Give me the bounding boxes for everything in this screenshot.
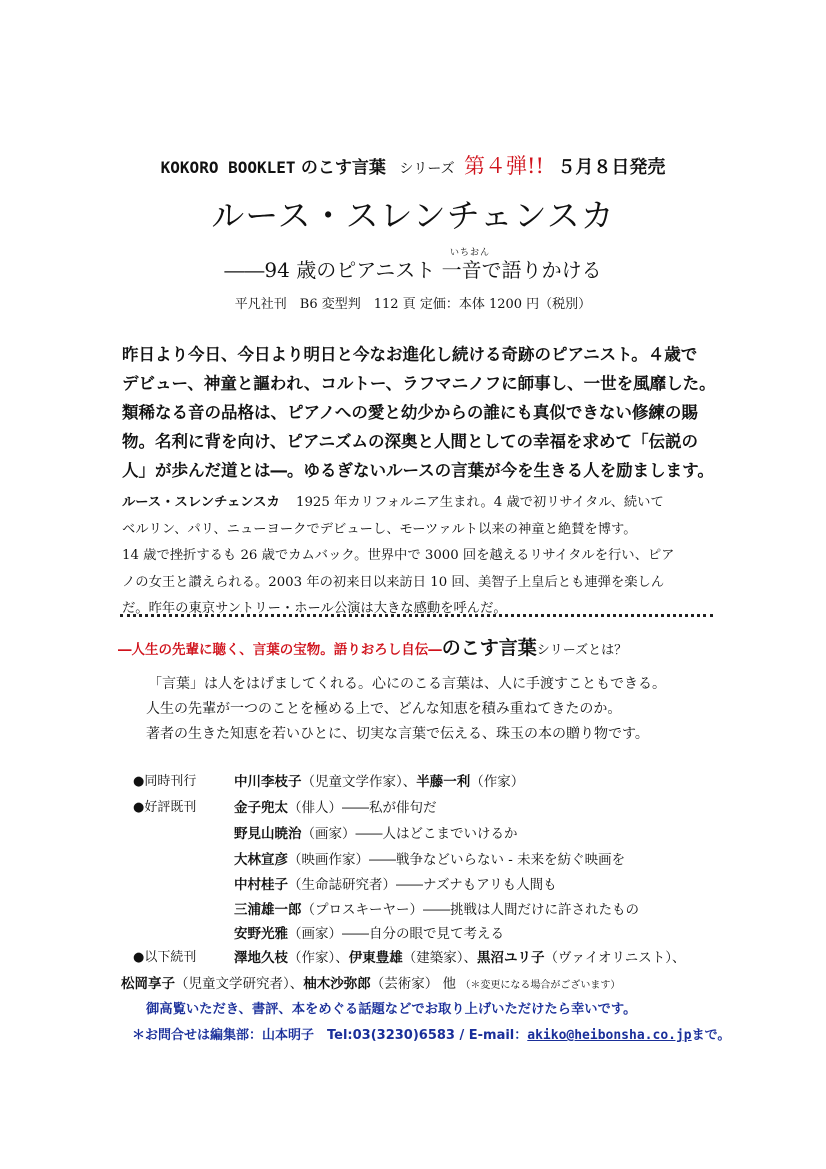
subtitle-prefix: ――94 歳のピアニスト — [224, 258, 436, 282]
published-label: ●好評既刊 — [133, 800, 197, 815]
entry-role: （俳人）――私が俳句だ — [288, 800, 437, 816]
subtitle-ruby: いちおん — [450, 248, 491, 258]
bio-line: ノの女王と讃えられる。2003 年の初来日以来訪日 10 回、美智子上皇后とも連弾を楽しん — [122, 574, 665, 590]
bio-line: 14 歳で挫折するも 26 歳でカムバック。世界中で 3000 回を越えるリサイタルを行い、ピア — [122, 548, 675, 564]
list-entry — [234, 898, 639, 918]
entry-role: （芸術家） — [370, 976, 439, 992]
list-item — [133, 796, 437, 816]
series-desc-line: 著者の生きた知恵を若いひとに、切実な言葉で伝える、珠玉の本の贈り物です。 — [146, 726, 649, 742]
list-entry — [234, 848, 625, 868]
book-subtitle — [0, 254, 826, 283]
intro-line: 昨日より今日、今日より明日と今なお進化し続ける奇跡のピアニスト。４歳で — [122, 345, 698, 364]
series-label: シリーズ — [399, 161, 455, 177]
entry-role: （ヴァイオリニスト）、 — [544, 950, 686, 966]
list-entry — [234, 873, 557, 893]
intro-line: デビュー、神童と謳われ、コルトー、ラフマニノフに師事し、一世を風靡した。 — [122, 374, 716, 393]
intro-line: 物。名利に背を向け、ピアニズムの深奥と人間としての幸福を求めて「伝説の — [122, 432, 699, 451]
entry-role: （作家）、 — [288, 950, 349, 966]
list-item — [133, 946, 686, 966]
entry-role: （画家）――人はどこまでいけるか — [301, 826, 518, 842]
entry-name: 金子兜太 — [234, 800, 288, 816]
contact-prefix: ＊お問合せは編集部：山本明子 Tel:03(3230)6583 / E-mail： — [132, 1028, 528, 1043]
dotted-divider — [120, 614, 713, 617]
entry-name: 黒沼ユリ子 — [477, 950, 545, 966]
series-name: のこす言葉 — [300, 158, 386, 178]
issue-number: 第４弾!! — [464, 154, 544, 178]
list-entry — [234, 922, 504, 942]
bio-first-line: 1925 年カリフォルニア生まれ。4 歳で初リサイタル、続いて — [296, 495, 664, 510]
entry-role: （画家）――自分の眼で見て考える — [288, 926, 504, 942]
contact-suffix: まで。 — [691, 1028, 731, 1043]
entry-role: （建築家）、 — [402, 950, 477, 966]
entry-name: 安野光雅 — [234, 926, 288, 942]
upcoming-label: ●以下続刊 — [133, 950, 197, 965]
list-entry — [234, 770, 524, 790]
series-desc-line: 「言葉」は人をはげましてくれる。心にのこる言葉は、人に手渡すこともできる。 — [148, 676, 666, 692]
intro-paragraph — [122, 340, 722, 485]
entry-name: 澤地久枝 — [234, 950, 288, 966]
book-title: ルース・スレンチェンスカ — [211, 196, 615, 235]
bio-line — [122, 490, 722, 517]
entry-role: （プロスキーヤー）――挑戦は人間だけに許されたもの — [301, 902, 639, 918]
series-description — [148, 672, 666, 747]
list-entry — [234, 822, 518, 842]
entry-role: （児童文学作家）、 — [301, 774, 417, 790]
subtitle-main: 一音で語りかける — [441, 258, 602, 282]
change-note: （＊変更になる場合がございます） — [460, 980, 621, 991]
intro-line: 類稀なる音の品格は、ピアノへの愛と幼少からの誰にも真似できない修練の賜 — [122, 403, 698, 422]
entry-other: 他 — [442, 976, 457, 992]
entry-name: 中村桂子 — [234, 877, 288, 893]
entry-role: （作家） — [470, 774, 525, 790]
bio-line: だ。昨年の東京サントリー・ホール公演は大きな感動を呼んだ。 — [122, 601, 507, 617]
entry-role: （生命誌研究者）――ナズナもアリも人間も — [288, 877, 557, 893]
series-heading-tail: シリーズとは？ — [536, 643, 628, 658]
series-heading-name: のこす言葉 — [441, 637, 537, 659]
booklet-label: KOKORO BOOKLET — [160, 158, 296, 177]
release-date: ５月８日発売 — [557, 157, 666, 178]
author-bio — [122, 490, 722, 623]
intro-line: 人」が歩んだ道とは―。ゆるぎないルースの言葉が今を生きる人を励まします。 — [122, 461, 714, 480]
header-line — [0, 150, 826, 180]
bio-line: ベルリン、パリ、ニューヨークでデビューし、モーツァルト以来の神童と絶賛を博す。 — [122, 521, 637, 537]
series-heading — [118, 633, 627, 660]
contact-line — [132, 1024, 730, 1043]
list-entry — [234, 796, 437, 816]
bio-author-name: ルース・スレンチェンスカ — [122, 495, 280, 510]
list-item — [133, 770, 525, 790]
series-desc-line: 人生の先輩が一つのことを極める上で、どんな知恵を積み重ねてきたのか。 — [146, 701, 622, 717]
entry-role: （映画作家）――戦争などいらない - 未来を紡ぐ映画を — [288, 852, 626, 868]
entry-name: 野見山暁治 — [234, 826, 302, 842]
list-entry — [234, 946, 685, 966]
entry-name: 三浦雄一郎 — [234, 902, 302, 918]
entry-name: 中川李枝子 — [234, 774, 302, 790]
entry-name: 松岡享子 — [121, 976, 175, 992]
entry-name: 柚木沙弥郎 — [303, 976, 371, 992]
entry-name: 大林宣彦 — [234, 852, 288, 868]
email-link[interactable]: akiko@heibonsha.co.jp — [527, 1028, 692, 1043]
list-entry — [121, 972, 620, 992]
entry-name: 半藤一利 — [416, 774, 471, 790]
publication-info: 平凡社刊 B6 変型判 112 頁 定価：本体 1200 円（税別） — [234, 297, 592, 312]
entry-name: 伊東豊雄 — [348, 950, 403, 966]
series-tagline: ―人生の先輩に聴く、言葉の宝物。語りおろし自伝― — [118, 642, 442, 658]
entry-role: （児童文学研究者）、 — [175, 976, 304, 992]
simultaneous-label: ●同時刊行 — [133, 774, 197, 789]
closing-message: 御高覧いただき、書評、本をめぐる話題などでお取り上げいただけたら幸いです。 — [146, 1002, 637, 1017]
